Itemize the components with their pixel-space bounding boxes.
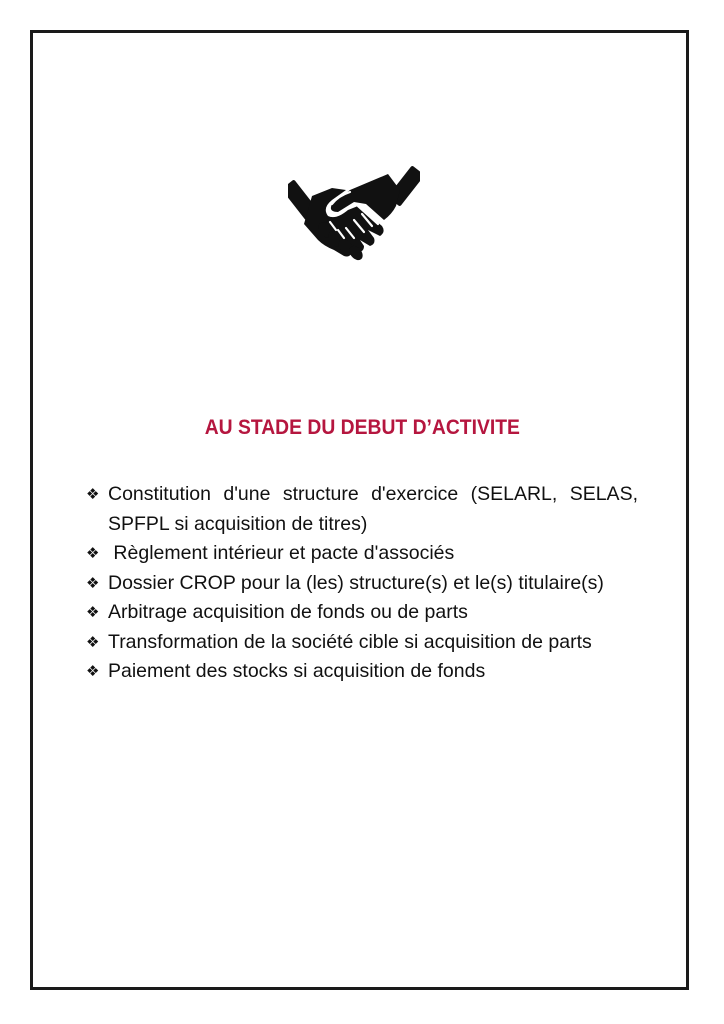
list-item-text: Transformation de la société cible si acquisition de parts (108, 630, 592, 653)
list-item-text: Dossier CROP pour la (les) structure(s) et le(s) titulaire(s) (108, 571, 604, 594)
list-item (86, 657, 638, 687)
diamond-bullet-icon: ❖ (86, 604, 100, 621)
checklist (86, 480, 638, 687)
list-item-text: Paiement des stocks si acquisition de fonds (108, 660, 486, 682)
list-item-text: Arbitrage acquisition de fonds ou de parts (108, 601, 468, 623)
list-item (86, 628, 638, 658)
list-item (86, 569, 638, 599)
diamond-bullet-icon: ❖ (86, 574, 100, 592)
diamond-bullet-icon: ❖ (86, 633, 100, 651)
list-item (86, 539, 638, 569)
diamond-bullet-icon: ❖ (86, 545, 100, 562)
list-item-text: Constitution d'une structure d'exercice (SELARL, SELAS, SPFPL si acquisition de titres) (108, 483, 638, 535)
list-item (86, 480, 638, 539)
handshake-icon (288, 160, 420, 266)
diamond-bullet-icon: ❖ (86, 663, 100, 680)
list-item (86, 598, 638, 628)
list-item-text: Règlement intérieur et pacte d'associés (108, 542, 455, 564)
diamond-bullet-icon: ❖ (86, 486, 100, 503)
section-title: AU STADE DU DEBUT D’ACTIVITE (204, 416, 520, 439)
